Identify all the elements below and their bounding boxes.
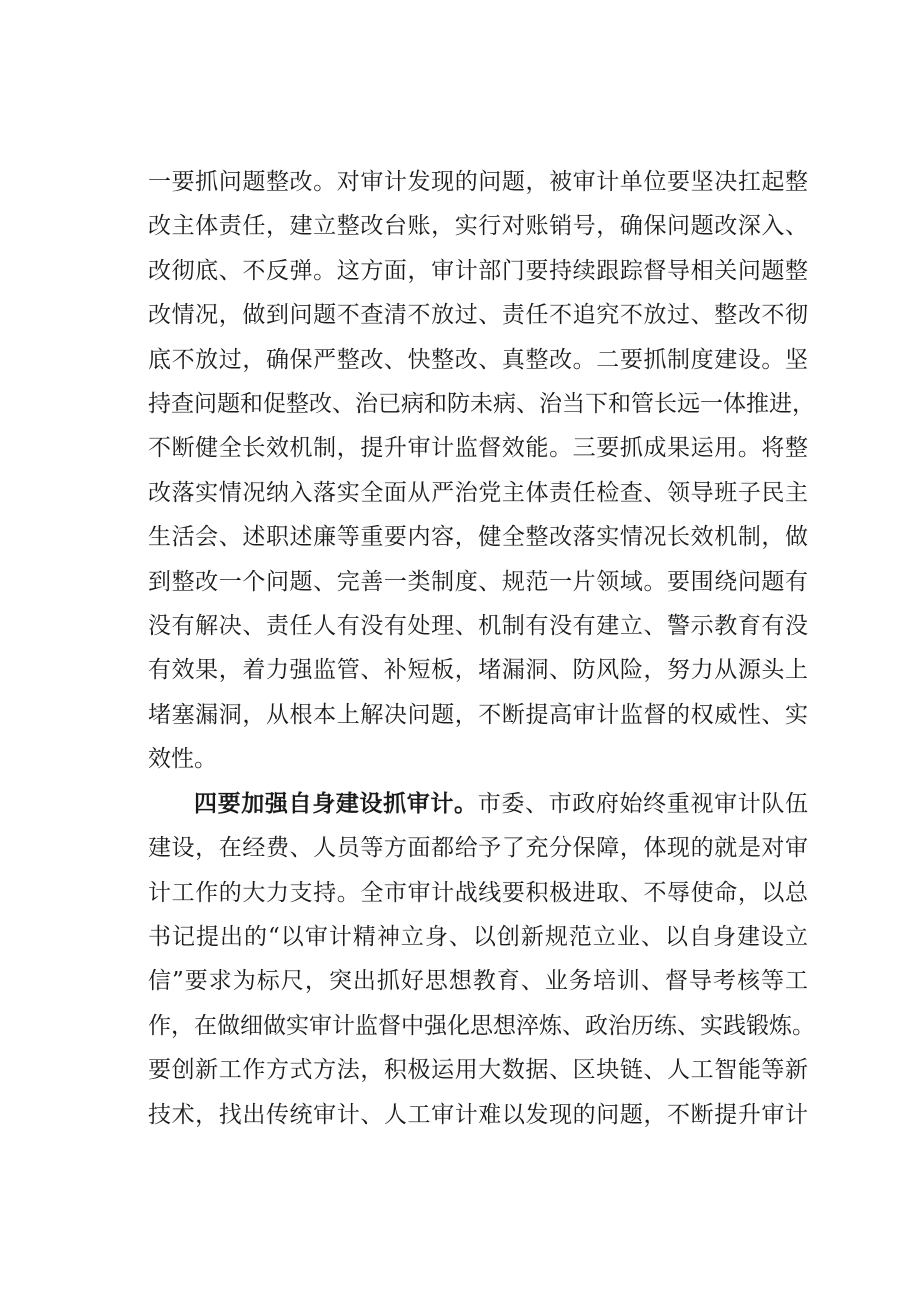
text-line: 技术，找出传统审计、人工审计难以发现的问题，不断提升审计 [148,1101,808,1128]
text-line-first [148,782,808,826]
text-line: 到整改一个问题、完善一类制度、规范一片领域。要围绕问题有 [148,568,808,595]
text-line: 信”要求为标尺，突出抓好思想教育、业务培训、督导考核等工 [148,968,808,995]
text-line: 改彻底、不反弹。这方面，审计部门要持续跟踪督导相关问题整 [148,257,808,284]
text-line: 有效果，着力强监管、补短板，堵漏洞、防风险，努力从源头上 [148,657,808,684]
text-line: 计工作的大力支持。全市审计战线要积极进取、不辱使命，以总 [148,879,808,906]
paragraph-heading: 四要加强自身建设抓审计。 [194,789,478,817]
text-line: 作，在做细做实审计监督中强化思想淬炼、政治历练、实践锻炼。 [148,1012,815,1039]
text-line: 改情况，做到问题不查清不放过、责任不追究不放过、整改不彻 [148,302,808,329]
text-line: 书记提出的“以审计精神立身、以创新规范立业、以自身建设立 [148,923,808,950]
paragraph-self-building [148,782,815,1137]
text-line: 底不放过，确保严整改、快整改、真整改。二要抓制度建设。坚 [148,346,808,373]
text-line: 要创新工作方式方法，积极运用大数据、区块链、人工智能等新 [148,1057,808,1084]
text-line: 堵塞漏洞，从根本上解决问题，不断提高审计监督的权威性、实 [148,701,808,728]
text-line: 改主体责任，建立整改台账，实行对账销号，确保问题改深入、 [148,213,808,240]
text-line: 生活会、述职述廉等重要内容，健全整改落实情况长效机制，做 [148,524,808,551]
text-line: 改落实情况纳入落实全面从严治党主体责任检查、领导班子民主 [148,479,808,506]
text-line: 没有解决、责任人有没有处理、机制有没有建立、警示教育有没 [148,613,808,640]
paragraph-rectification [148,160,815,782]
text-line: 不断健全长效机制，提升审计监督效能。三要抓成果运用。将整 [148,435,808,462]
text-line: 建设，在经费、人员等方面都给予了充分保障，体现的就是对审 [148,835,808,862]
document-body [148,160,815,1137]
text-line: 一要抓问题整改。对审计发现的问题，被审计单位要坚决扛起整 [148,169,808,195]
paragraph-heading-rest: 市委、市政府始终重视审计队伍 [477,790,809,817]
text-line: 效性。 [148,746,217,773]
text-line: 持查问题和促整改、治已病和防未病、治当下和管长远一体推进， [148,391,815,418]
